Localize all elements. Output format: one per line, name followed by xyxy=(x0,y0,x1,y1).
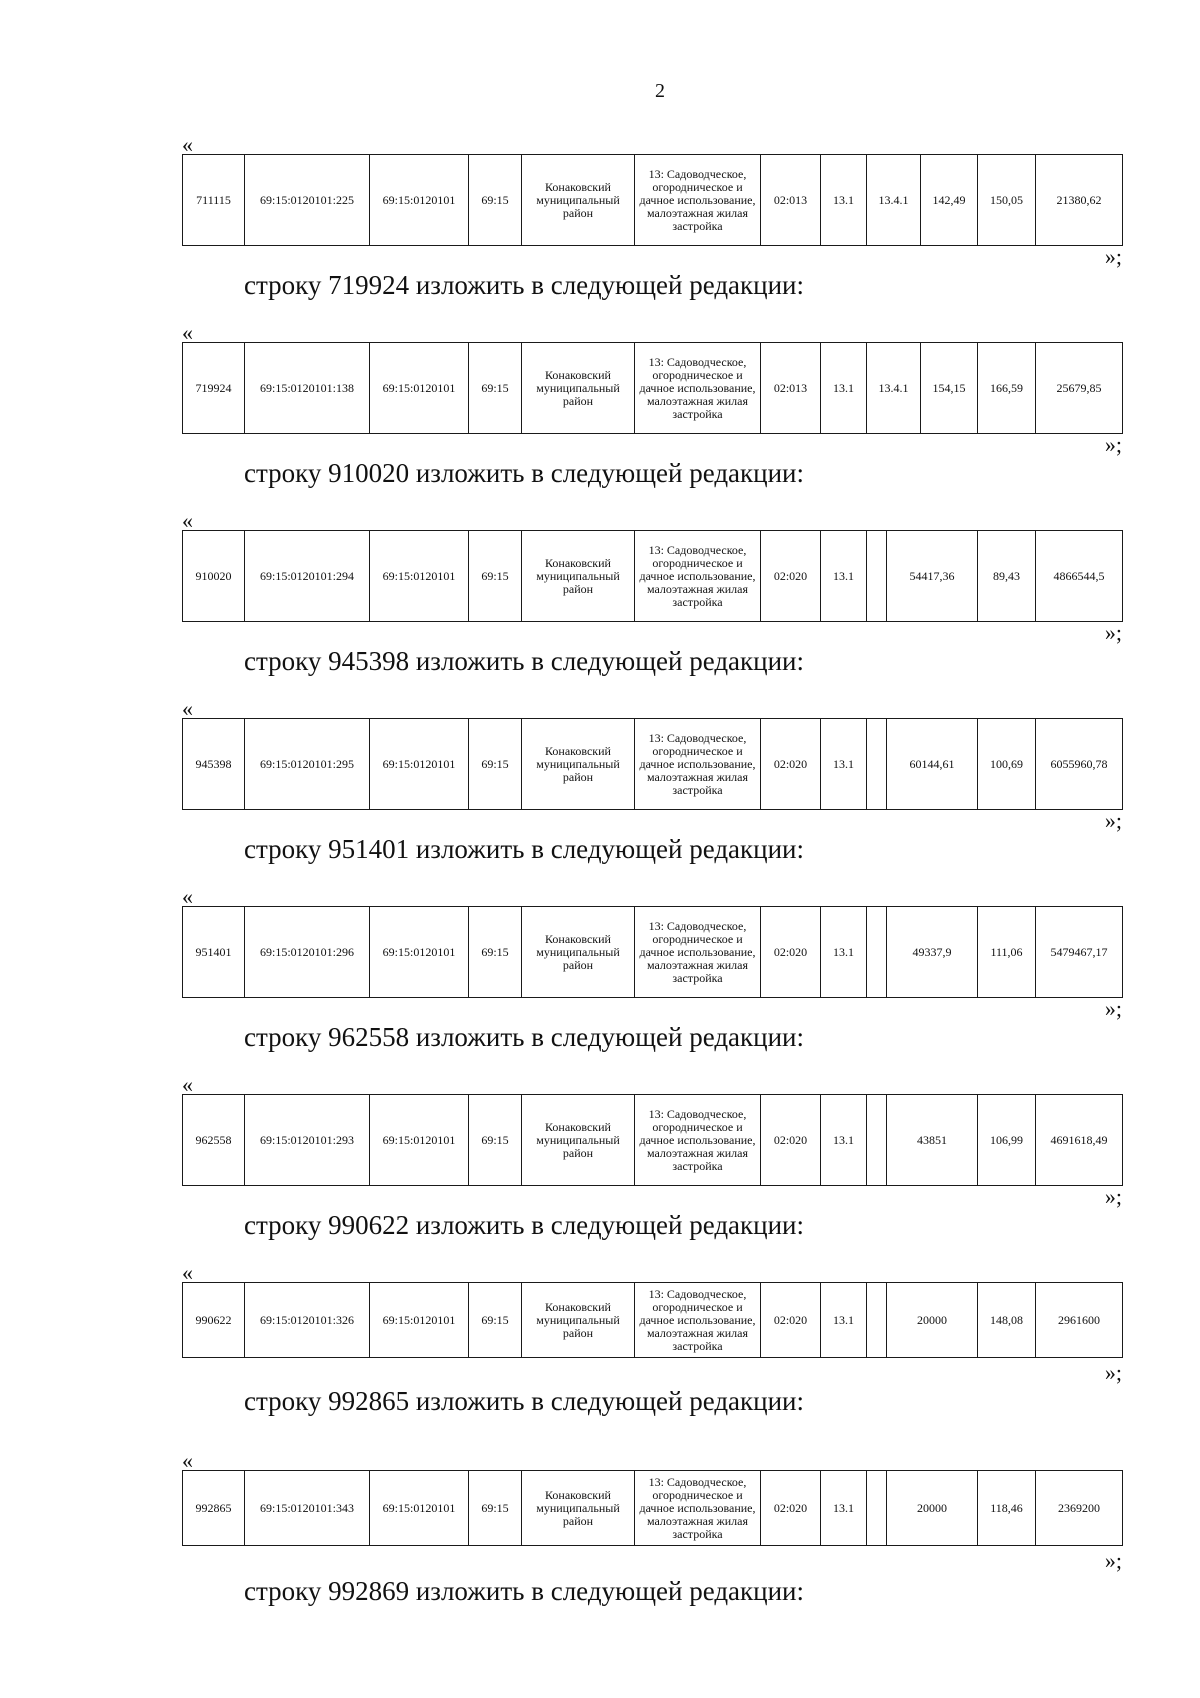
cadastral-number-cell: 69:15:0120101:295 xyxy=(245,719,370,810)
table-row xyxy=(183,1471,1123,1546)
group-code-cell: 13.1 xyxy=(821,1283,867,1358)
cadastral-district-cell: 69:15 xyxy=(469,531,522,622)
land-use-cell: 13: Садоводческое, огородническое и дачное использование, малоэтажная жилая застройка xyxy=(635,1471,761,1546)
cadastral-quarter-cell: 69:15:0120101 xyxy=(370,531,469,622)
opening-quote: « xyxy=(182,320,193,345)
opening-quote: « xyxy=(182,696,193,721)
opening-quote: « xyxy=(182,1448,193,1473)
subgroup-code-cell: 13.4.1 xyxy=(867,155,921,246)
table-row xyxy=(183,343,1123,434)
land-use-cell: 13: Садоводческое, огородническое и дачное использование, малоэтажная жилая застройка xyxy=(635,719,761,810)
cadastral-value-cell: 5479467,17 xyxy=(1036,907,1123,998)
specific-value-cell: 148,08 xyxy=(978,1283,1036,1358)
subgroup-code-cell xyxy=(867,1471,887,1546)
cadastral-district-cell: 69:15 xyxy=(469,155,522,246)
table-row xyxy=(183,719,1123,810)
area-cell: 43851 xyxy=(887,1095,978,1186)
data-row-table xyxy=(182,1282,1123,1358)
zone-code-cell: 02:020 xyxy=(761,1471,821,1546)
cadastral-quarter-cell: 69:15:0120101 xyxy=(370,907,469,998)
subgroup-code-cell xyxy=(867,1095,887,1186)
group-code-cell: 13.1 xyxy=(821,155,867,246)
data-row-table xyxy=(182,718,1123,810)
cadastral-quarter-cell: 69:15:0120101 xyxy=(370,343,469,434)
municipality-cell: Конаковский муниципальный район xyxy=(522,719,635,810)
land-use-cell: 13: Садоводческое, огородническое и дачное использование, малоэтажная жилая застройка xyxy=(635,1095,761,1186)
instruction-text: строку 992865 изложить в следующей редакции: xyxy=(244,1386,805,1416)
instruction-text: строку 951401 изложить в следующей редакции: xyxy=(244,834,805,864)
instruction-text: строку 719924 изложить в следующей редакции: xyxy=(244,270,805,300)
closing-quote: »; xyxy=(1104,244,1122,269)
opening-quote: « xyxy=(182,1072,193,1097)
row-number-cell: 992865 xyxy=(183,1471,245,1546)
land-use-cell: 13: Садоводческое, огородническое и дачное использование, малоэтажная жилая застройка xyxy=(635,1283,761,1358)
data-row-table xyxy=(182,906,1123,998)
cadastral-number-cell: 69:15:0120101:225 xyxy=(245,155,370,246)
cadastral-quarter-cell: 69:15:0120101 xyxy=(370,1095,469,1186)
zone-code-cell: 02:013 xyxy=(761,155,821,246)
cadastral-quarter-cell: 69:15:0120101 xyxy=(370,155,469,246)
cadastral-district-cell: 69:15 xyxy=(469,907,522,998)
cadastral-district-cell: 69:15 xyxy=(469,719,522,810)
specific-value-cell: 111,06 xyxy=(978,907,1036,998)
opening-quote: « xyxy=(182,508,193,533)
cadastral-quarter-cell: 69:15:0120101 xyxy=(370,1471,469,1546)
zone-code-cell: 02:020 xyxy=(761,1283,821,1358)
cadastral-number-cell: 69:15:0120101:293 xyxy=(245,1095,370,1186)
group-code-cell: 13.1 xyxy=(821,531,867,622)
row-number-cell: 962558 xyxy=(183,1095,245,1186)
data-row-table xyxy=(182,530,1123,622)
municipality-cell: Конаковский муниципальный район xyxy=(522,155,635,246)
land-use-cell: 13: Садоводческое, огородническое и дачное использование, малоэтажная жилая застройка xyxy=(635,531,761,622)
specific-value-cell: 106,99 xyxy=(978,1095,1036,1186)
row-block-0 xyxy=(182,134,1122,322)
instruction-text: строку 990622 изложить в следующей редакции: xyxy=(244,1210,805,1240)
data-row-table xyxy=(182,1094,1123,1186)
closing-quote: »; xyxy=(1104,1184,1122,1209)
page-number: 2 xyxy=(655,80,665,102)
row-block-5 xyxy=(182,1074,1122,1262)
municipality-cell: Конаковский муниципальный район xyxy=(522,343,635,434)
zone-code-cell: 02:020 xyxy=(761,907,821,998)
closing-quote: »; xyxy=(1104,1548,1122,1573)
area-cell: 20000 xyxy=(887,1471,978,1546)
cadastral-district-cell: 69:15 xyxy=(469,1283,522,1358)
row-block-6 xyxy=(182,1262,1122,1450)
municipality-cell: Конаковский муниципальный район xyxy=(522,531,635,622)
cadastral-quarter-cell: 69:15:0120101 xyxy=(370,1283,469,1358)
specific-value-cell: 100,69 xyxy=(978,719,1036,810)
area-cell: 54417,36 xyxy=(887,531,978,622)
instruction-text: строку 992869 изложить в следующей редакции: xyxy=(244,1576,805,1606)
cadastral-value-cell: 4691618,49 xyxy=(1036,1095,1123,1186)
closing-quote: »; xyxy=(1104,996,1122,1021)
cadastral-number-cell: 69:15:0120101:343 xyxy=(245,1471,370,1546)
cadastral-number-cell: 69:15:0120101:138 xyxy=(245,343,370,434)
cadastral-number-cell: 69:15:0120101:294 xyxy=(245,531,370,622)
specific-value-cell: 118,46 xyxy=(978,1471,1036,1546)
cadastral-number-cell: 69:15:0120101:326 xyxy=(245,1283,370,1358)
subgroup-code-cell xyxy=(867,531,887,622)
subgroup-code-cell: 13.4.1 xyxy=(867,343,921,434)
specific-value-cell: 150,05 xyxy=(978,155,1036,246)
land-use-cell: 13: Садоводческое, огородническое и дачное использование, малоэтажная жилая застройка xyxy=(635,343,761,434)
row-number-cell: 711115 xyxy=(183,155,245,246)
municipality-cell: Конаковский муниципальный район xyxy=(522,1471,635,1546)
subgroup-code-cell xyxy=(867,719,887,810)
group-code-cell: 13.1 xyxy=(821,719,867,810)
row-number-cell: 910020 xyxy=(183,531,245,622)
opening-quote: « xyxy=(182,132,193,157)
zone-code-cell: 02:020 xyxy=(761,719,821,810)
area-cell: 142,49 xyxy=(921,155,978,246)
table-row xyxy=(183,1283,1123,1358)
table-row xyxy=(183,1095,1123,1186)
data-row-table xyxy=(182,154,1123,246)
row-number-cell: 945398 xyxy=(183,719,245,810)
row-number-cell: 719924 xyxy=(183,343,245,434)
area-cell: 154,15 xyxy=(921,343,978,434)
cadastral-value-cell: 6055960,78 xyxy=(1036,719,1123,810)
closing-quote: »; xyxy=(1104,808,1122,833)
row-block-4 xyxy=(182,886,1122,1074)
instruction-text: строку 910020 изложить в следующей редакции: xyxy=(244,458,805,488)
closing-quote: »; xyxy=(1104,432,1122,457)
group-code-cell: 13.1 xyxy=(821,1471,867,1546)
cadastral-value-cell: 2961600 xyxy=(1036,1283,1123,1358)
group-code-cell: 13.1 xyxy=(821,343,867,434)
instruction-text: строку 962558 изложить в следующей редакции: xyxy=(244,1022,805,1052)
data-row-table xyxy=(182,342,1123,434)
municipality-cell: Конаковский муниципальный район xyxy=(522,1095,635,1186)
cadastral-value-cell: 2369200 xyxy=(1036,1471,1123,1546)
cadastral-value-cell: 21380,62 xyxy=(1036,155,1123,246)
table-row xyxy=(183,907,1123,998)
closing-quote: »; xyxy=(1104,620,1122,645)
opening-quote: « xyxy=(182,1260,193,1285)
area-cell: 20000 xyxy=(887,1283,978,1358)
row-number-cell: 990622 xyxy=(183,1283,245,1358)
row-block-1 xyxy=(182,322,1122,510)
land-use-cell: 13: Садоводческое, огородническое и дачное использование, малоэтажная жилая застройка xyxy=(635,907,761,998)
land-use-cell: 13: Садоводческое, огородническое и дачное использование, малоэтажная жилая застройка xyxy=(635,155,761,246)
cadastral-value-cell: 25679,85 xyxy=(1036,343,1123,434)
subgroup-code-cell xyxy=(867,1283,887,1358)
group-code-cell: 13.1 xyxy=(821,907,867,998)
cadastral-district-cell: 69:15 xyxy=(469,1471,522,1546)
specific-value-cell: 166,59 xyxy=(978,343,1036,434)
table-row xyxy=(183,531,1123,622)
row-number-cell: 951401 xyxy=(183,907,245,998)
row-block-3 xyxy=(182,698,1122,886)
row-block-7 xyxy=(182,1450,1122,1620)
opening-quote: « xyxy=(182,884,193,909)
cadastral-district-cell: 69:15 xyxy=(469,1095,522,1186)
municipality-cell: Конаковский муниципальный район xyxy=(522,907,635,998)
specific-value-cell: 89,43 xyxy=(978,531,1036,622)
instruction-text: строку 945398 изложить в следующей редакции: xyxy=(244,646,805,676)
zone-code-cell: 02:020 xyxy=(761,531,821,622)
cadastral-value-cell: 4866544,5 xyxy=(1036,531,1123,622)
cadastral-number-cell: 69:15:0120101:296 xyxy=(245,907,370,998)
municipality-cell: Конаковский муниципальный район xyxy=(522,1283,635,1358)
area-cell: 49337,9 xyxy=(887,907,978,998)
document-body xyxy=(182,134,1122,1620)
subgroup-code-cell xyxy=(867,907,887,998)
row-block-2 xyxy=(182,510,1122,698)
cadastral-quarter-cell: 69:15:0120101 xyxy=(370,719,469,810)
area-cell: 60144,61 xyxy=(887,719,978,810)
table-row xyxy=(183,155,1123,246)
group-code-cell: 13.1 xyxy=(821,1095,867,1186)
zone-code-cell: 02:013 xyxy=(761,343,821,434)
data-row-table xyxy=(182,1470,1123,1546)
closing-quote: »; xyxy=(1104,1360,1122,1385)
cadastral-district-cell: 69:15 xyxy=(469,343,522,434)
zone-code-cell: 02:020 xyxy=(761,1095,821,1186)
